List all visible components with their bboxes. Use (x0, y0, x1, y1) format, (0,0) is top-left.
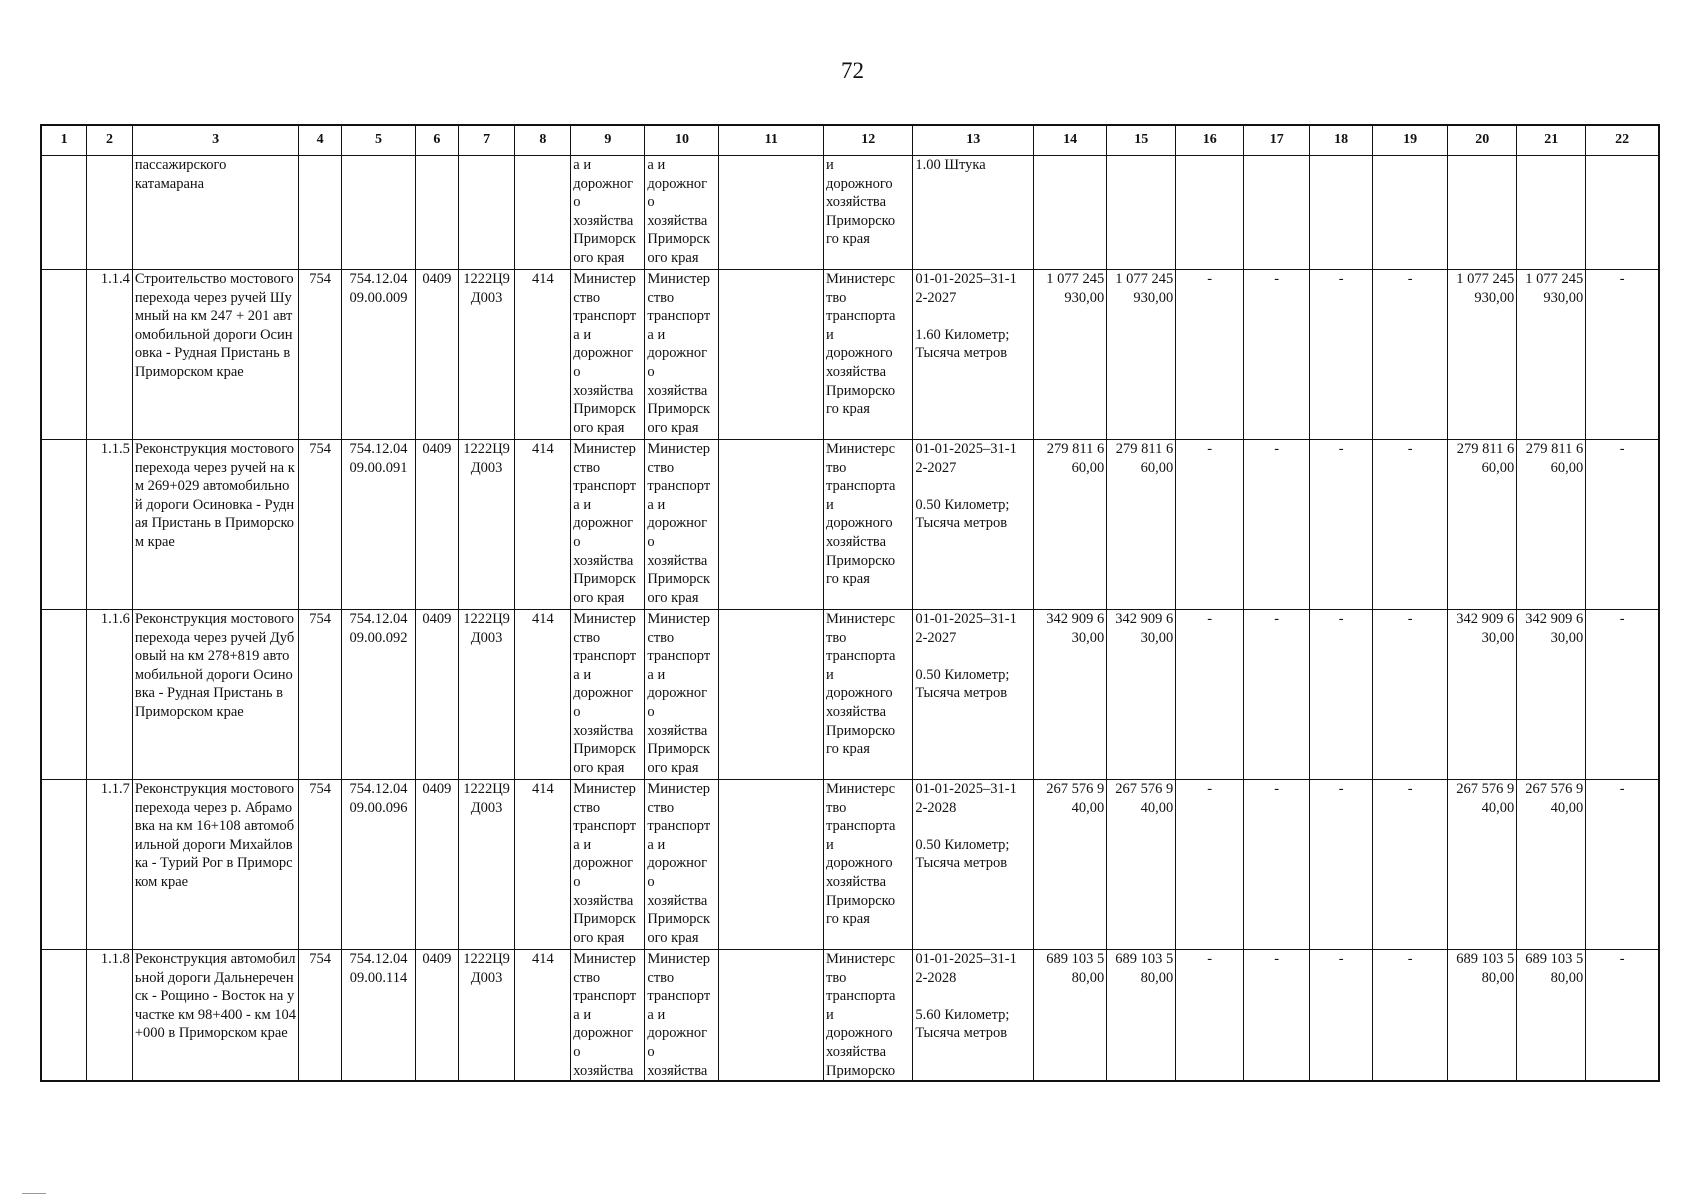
cell-col-9: Министер ство транспорт а и дорожног о хозяйства Приморск ого края (571, 440, 645, 610)
cell-col-22: - (1586, 950, 1659, 1082)
cell-col-22: - (1586, 780, 1659, 950)
cell-col-10: а и дорожног о хозяйства Приморск ого края (645, 156, 719, 270)
cell-col-13: 01-01-2025–31-1 2-2027 0.50 Километр; Тысяча метров (913, 440, 1034, 610)
cell-col-17: - (1244, 610, 1310, 780)
cell-col-1 (41, 780, 87, 950)
col-header-11: 11 (719, 125, 824, 156)
cell-col-15: 267 576 9 40,00 (1107, 780, 1176, 950)
col-header-8: 8 (515, 125, 571, 156)
table-row (41, 950, 1659, 1082)
cell-col-4: 754 (299, 950, 342, 1082)
cell-col-5: 754.12.04 09.00.009 (341, 270, 415, 440)
cell-col-5: 754.12.04 09.00.114 (341, 950, 415, 1082)
cell-col-12: Министерс тво транспорта и дорожного хозяйства Приморско (824, 950, 913, 1082)
cell-col-22 (1586, 156, 1659, 270)
cell-col-19: - (1373, 610, 1448, 780)
cell-col-18: - (1310, 780, 1373, 950)
col-header-14: 14 (1034, 125, 1107, 156)
cell-col-16 (1176, 156, 1244, 270)
cell-col-10: Министер ство транспорт а и дорожног о хозяйства Приморск ого края (645, 270, 719, 440)
cell-col-16: - (1176, 270, 1244, 440)
col-header-20: 20 (1448, 125, 1517, 156)
col-header-19: 19 (1373, 125, 1448, 156)
cell-col-2: 1.1.5 (87, 440, 133, 610)
cell-col-17: - (1244, 780, 1310, 950)
cell-col-13: 01-01-2025–31-1 2-2027 1.60 Километр; Тысяча метров (913, 270, 1034, 440)
cell-col-10: Министер ство транспорт а и дорожног о хозяйства Приморск ого края (645, 780, 719, 950)
cell-col-21 (1517, 156, 1586, 270)
cell-col-3: Строительство мостового перехода через ручей Шумный на км 247 + 201 автомобильной дороги Осиновка - Рудная Пристань в Приморском крае (132, 270, 298, 440)
cell-col-16: - (1176, 780, 1244, 950)
cell-col-8: 414 (515, 780, 571, 950)
cell-col-5: 754.12.04 09.00.096 (341, 780, 415, 950)
col-header-17: 17 (1244, 125, 1310, 156)
cell-col-2: 1.1.4 (87, 270, 133, 440)
col-header-15: 15 (1107, 125, 1176, 156)
cell-col-20: 342 909 6 30,00 (1448, 610, 1517, 780)
budget-table (40, 124, 1660, 1082)
cell-col-13: 01-01-2025–31-1 2-2027 0.50 Километр; Тысяча метров (913, 610, 1034, 780)
cell-col-12: Министерс тво транспорта и дорожного хозяйства Приморско го края (824, 780, 913, 950)
cell-col-18 (1310, 156, 1373, 270)
col-header-21: 21 (1517, 125, 1586, 156)
cell-col-12: и дорожного хозяйства Приморско го края (824, 156, 913, 270)
cell-col-15: 1 077 245 930,00 (1107, 270, 1176, 440)
cell-col-13: 01-01-2025–31-1 2-2028 5.60 Километр; Тысяча метров (913, 950, 1034, 1082)
header-row (41, 125, 1659, 156)
cell-col-6: 0409 (416, 950, 459, 1082)
cell-col-4: 754 (299, 270, 342, 440)
cell-col-6: 0409 (416, 610, 459, 780)
cell-col-14: 1 077 245 930,00 (1034, 270, 1107, 440)
cell-col-5 (341, 156, 415, 270)
cell-col-9: Министер ство транспорт а и дорожног о хозяйства Приморск ого края (571, 270, 645, 440)
cell-col-9: Министер ство транспорт а и дорожног о хозяйства Приморск ого края (571, 780, 645, 950)
table-row (41, 780, 1659, 950)
cell-col-15: 342 909 6 30,00 (1107, 610, 1176, 780)
scan-mark (22, 1193, 46, 1194)
table-row (41, 156, 1659, 270)
cell-col-2: 1.1.7 (87, 780, 133, 950)
page-number: 72 (841, 58, 864, 83)
cell-col-19 (1373, 156, 1448, 270)
cell-col-21: 342 909 6 30,00 (1517, 610, 1586, 780)
cell-col-15 (1107, 156, 1176, 270)
cell-col-11 (719, 270, 824, 440)
cell-col-12: Министерс тво транспорта и дорожного хозяйства Приморско го края (824, 610, 913, 780)
cell-col-9: Министер ство транспорт а и дорожног о хозяйства Приморск ого края (571, 610, 645, 780)
cell-col-14: 689 103 5 80,00 (1034, 950, 1107, 1082)
cell-col-7: 1222Ц9 Д003 (458, 610, 515, 780)
cell-col-1 (41, 440, 87, 610)
cell-col-17: - (1244, 950, 1310, 1082)
cell-col-17: - (1244, 270, 1310, 440)
cell-col-18: - (1310, 950, 1373, 1082)
cell-col-10: Министер ство транспорт а и дорожног о хозяйства (645, 950, 719, 1082)
cell-col-6 (416, 156, 459, 270)
cell-col-18: - (1310, 440, 1373, 610)
cell-col-21: 267 576 9 40,00 (1517, 780, 1586, 950)
col-header-6: 6 (416, 125, 459, 156)
cell-col-18: - (1310, 270, 1373, 440)
col-header-3: 3 (132, 125, 298, 156)
cell-col-3: Реконструкция мостового перехода через ручей Дубовый на км 278+819 автомобильной дороги Осиновка - Рудная Пристань в Приморском крае (132, 610, 298, 780)
cell-col-21: 1 077 245 930,00 (1517, 270, 1586, 440)
cell-col-20 (1448, 156, 1517, 270)
cell-col-1 (41, 950, 87, 1082)
cell-col-17 (1244, 156, 1310, 270)
cell-col-17: - (1244, 440, 1310, 610)
cell-col-16: - (1176, 610, 1244, 780)
cell-col-3: пассажирского катамарана (132, 156, 298, 270)
cell-col-14: 342 909 6 30,00 (1034, 610, 1107, 780)
cell-col-11 (719, 610, 824, 780)
col-header-7: 7 (458, 125, 515, 156)
cell-col-8: 414 (515, 440, 571, 610)
cell-col-11 (719, 440, 824, 610)
col-header-13: 13 (913, 125, 1034, 156)
cell-col-6: 0409 (416, 440, 459, 610)
cell-col-1 (41, 156, 87, 270)
cell-col-11 (719, 156, 824, 270)
cell-col-2: 1.1.8 (87, 950, 133, 1082)
cell-col-14 (1034, 156, 1107, 270)
cell-col-22: - (1586, 610, 1659, 780)
cell-col-1 (41, 610, 87, 780)
col-header-16: 16 (1176, 125, 1244, 156)
col-header-5: 5 (341, 125, 415, 156)
cell-col-8: 414 (515, 270, 571, 440)
col-header-1: 1 (41, 125, 87, 156)
col-header-4: 4 (299, 125, 342, 156)
cell-col-5: 754.12.04 09.00.091 (341, 440, 415, 610)
col-header-12: 12 (824, 125, 913, 156)
cell-col-14: 279 811 6 60,00 (1034, 440, 1107, 610)
cell-col-20: 267 576 9 40,00 (1448, 780, 1517, 950)
cell-col-2 (87, 156, 133, 270)
col-header-10: 10 (645, 125, 719, 156)
cell-col-10: Министер ство транспорт а и дорожног о хозяйства Приморск ого края (645, 610, 719, 780)
cell-col-20: 279 811 6 60,00 (1448, 440, 1517, 610)
cell-col-19: - (1373, 440, 1448, 610)
table-row (41, 270, 1659, 440)
cell-col-18: - (1310, 610, 1373, 780)
cell-col-2: 1.1.6 (87, 610, 133, 780)
cell-col-6: 0409 (416, 780, 459, 950)
col-header-2: 2 (87, 125, 133, 156)
col-header-22: 22 (1586, 125, 1659, 156)
table-row (41, 610, 1659, 780)
table-row (41, 440, 1659, 610)
cell-col-3: Реконструкция мостового перехода через р. Абрамовка на км 16+108 автомобильной дороги Михайловка - Турий Рог в Приморском крае (132, 780, 298, 950)
cell-col-12: Министерс тво транспорта и дорожного хозяйства Приморско го края (824, 440, 913, 610)
cell-col-4: 754 (299, 440, 342, 610)
cell-col-7: 1222Ц9 Д003 (458, 270, 515, 440)
cell-col-21: 689 103 5 80,00 (1517, 950, 1586, 1082)
cell-col-4 (299, 156, 342, 270)
cell-col-11 (719, 950, 824, 1082)
cell-col-9: а и дорожног о хозяйства Приморск ого края (571, 156, 645, 270)
cell-col-22: - (1586, 440, 1659, 610)
cell-col-16: - (1176, 440, 1244, 610)
cell-col-15: 279 811 6 60,00 (1107, 440, 1176, 610)
cell-col-3: Реконструкция мостового перехода через ручей на км 269+029 автомобильной дороги Осиновка - Рудная Пристань в Приморском крае (132, 440, 298, 610)
cell-col-5: 754.12.04 09.00.092 (341, 610, 415, 780)
cell-col-19: - (1373, 780, 1448, 950)
cell-col-7: 1222Ц9 Д003 (458, 780, 515, 950)
cell-col-13: 1.00 Штука (913, 156, 1034, 270)
cell-col-20: 1 077 245 930,00 (1448, 270, 1517, 440)
cell-col-7: 1222Ц9 Д003 (458, 440, 515, 610)
cell-col-4: 754 (299, 610, 342, 780)
cell-col-9: Министер ство транспорт а и дорожног о хозяйства (571, 950, 645, 1082)
cell-col-19: - (1373, 950, 1448, 1082)
cell-col-8: 414 (515, 950, 571, 1082)
cell-col-3: Реконструкция автомобильной дороги Дальнереченск - Рощино - Восток на участке км 98+400 - км 104+000 в Приморском крае (132, 950, 298, 1082)
cell-col-11 (719, 780, 824, 950)
cell-col-22: - (1586, 270, 1659, 440)
cell-col-7 (458, 156, 515, 270)
cell-col-21: 279 811 6 60,00 (1517, 440, 1586, 610)
cell-col-6: 0409 (416, 270, 459, 440)
cell-col-1 (41, 270, 87, 440)
cell-col-4: 754 (299, 780, 342, 950)
cell-col-14: 267 576 9 40,00 (1034, 780, 1107, 950)
cell-col-15: 689 103 5 80,00 (1107, 950, 1176, 1082)
cell-col-8: 414 (515, 610, 571, 780)
col-header-18: 18 (1310, 125, 1373, 156)
cell-col-10: Министер ство транспорт а и дорожног о хозяйства Приморск ого края (645, 440, 719, 610)
cell-col-7: 1222Ц9 Д003 (458, 950, 515, 1082)
cell-col-12: Министерс тво транспорта и дорожного хозяйства Приморско го края (824, 270, 913, 440)
cell-col-19: - (1373, 270, 1448, 440)
cell-col-8 (515, 156, 571, 270)
cell-col-13: 01-01-2025–31-1 2-2028 0.50 Километр; Тысяча метров (913, 780, 1034, 950)
col-header-9: 9 (571, 125, 645, 156)
cell-col-16: - (1176, 950, 1244, 1082)
cell-col-20: 689 103 5 80,00 (1448, 950, 1517, 1082)
